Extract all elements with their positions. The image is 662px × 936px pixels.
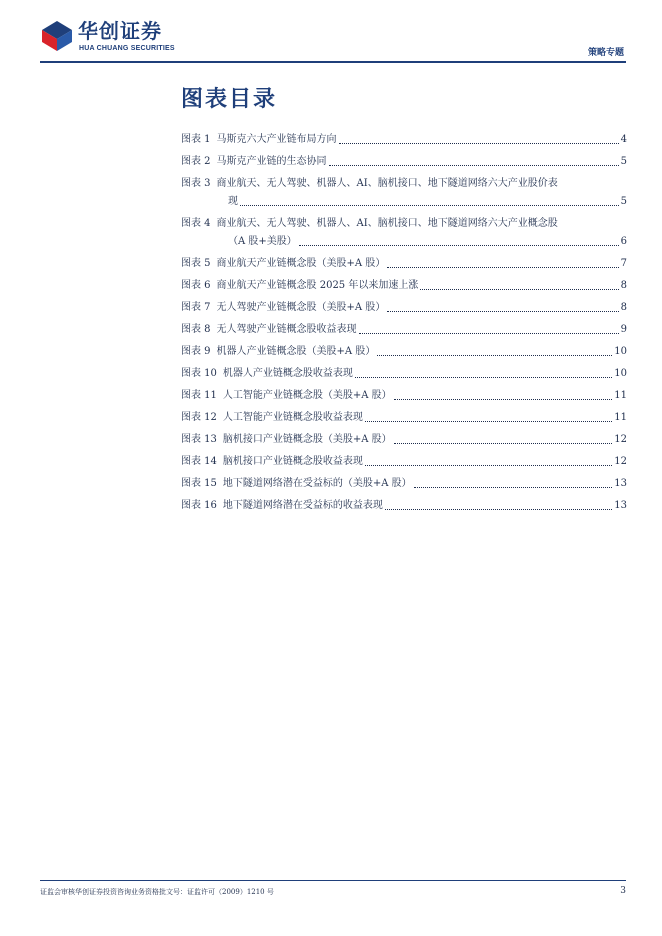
- toc-entry-label: 图表 4: [181, 218, 211, 229]
- header-divider: [40, 61, 626, 63]
- toc-entry-text: 机器人产业链概念股收益表现: [222, 368, 353, 379]
- toc-entry-line: [181, 277, 627, 295]
- toc-entry-page: 11: [614, 412, 627, 423]
- toc-entry-text-cont: 现: [228, 196, 238, 207]
- toc-entry-line: [181, 365, 627, 383]
- toc-entry-label: 图表 3: [181, 178, 211, 189]
- toc-entry[interactable]: [181, 131, 627, 149]
- toc-dot-leader: [394, 443, 613, 444]
- toc-entry-text: 马斯克产业链的生态协同: [216, 156, 327, 167]
- toc-dot-leader: [414, 487, 613, 488]
- toc-entry[interactable]: [181, 475, 627, 493]
- toc-entry-continuation: [181, 193, 627, 211]
- brand-name-cn: 华创证券: [78, 19, 162, 43]
- toc-entry-line: [181, 453, 627, 471]
- toc-entry-page: 10: [614, 346, 627, 357]
- toc-entry-text: 马斯克六大产业链布局方向: [216, 134, 337, 145]
- toc-dot-leader: [394, 399, 613, 400]
- toc-entry-label: 图表 14: [181, 456, 217, 467]
- toc-entry-line: [181, 475, 627, 493]
- toc-entry-page: 4: [620, 134, 627, 145]
- toc-entry-label: 图表 15: [181, 478, 217, 489]
- toc-entry-continuation: [181, 233, 627, 251]
- toc-entry-label: 图表 2: [181, 156, 211, 167]
- toc-dot-leader: [385, 509, 612, 510]
- toc-entry-page: 10: [614, 368, 627, 379]
- toc-dot-leader: [365, 465, 612, 466]
- toc-dot-leader: [299, 245, 619, 246]
- page-number: 3: [620, 886, 626, 896]
- toc-entry-page: 8: [620, 302, 627, 313]
- toc-entry-line: [181, 153, 627, 171]
- toc-dot-leader: [359, 333, 619, 334]
- toc-entry-label: 图表 5: [181, 258, 211, 269]
- toc-entry-label: 图表 11: [181, 390, 217, 401]
- toc-entry[interactable]: [181, 277, 627, 295]
- toc-entry-text: 机器人产业链概念股（美股+A 股）: [216, 346, 376, 357]
- toc-entry-page: 7: [620, 258, 627, 269]
- toc-entry-label: 图表 8: [181, 324, 211, 335]
- toc-entry[interactable]: [181, 299, 627, 317]
- toc-entry[interactable]: [181, 215, 627, 251]
- toc-entry[interactable]: [181, 365, 627, 383]
- toc-entry-page: 13: [614, 500, 627, 511]
- toc-dot-leader: [339, 143, 619, 144]
- toc-entry-label: 图表 16: [181, 500, 217, 511]
- toc-entry-text: 无人驾驶产业链概念股（美股+A 股）: [216, 302, 386, 313]
- toc-entry-page: 11: [614, 390, 627, 401]
- toc-entry-line: [181, 175, 627, 193]
- toc-entry[interactable]: [181, 387, 627, 405]
- footer-license: 证监会审核华创证券投资咨询业务资格批文号：证监许可（2009）1210 号: [40, 888, 274, 896]
- toc-entry-line: [181, 343, 627, 361]
- toc-entry-text: 商业航天产业链概念股（美股+A 股）: [216, 258, 386, 269]
- toc-entry[interactable]: [181, 453, 627, 471]
- toc-entry-label: 图表 7: [181, 302, 211, 313]
- toc-dot-leader: [420, 289, 618, 290]
- toc-entry-line: [181, 131, 627, 149]
- toc-dot-leader: [387, 267, 618, 268]
- toc-dot-leader: [377, 355, 612, 356]
- toc-entry-line: [181, 255, 627, 273]
- toc-entry-line: [181, 215, 627, 233]
- footer-divider: [40, 880, 626, 881]
- toc-entry[interactable]: [181, 409, 627, 427]
- toc-entry-line: [181, 431, 627, 449]
- report-type-tag: 策略专题: [587, 48, 624, 58]
- toc-entry-line: [181, 497, 627, 515]
- toc-entry-line: [181, 387, 627, 405]
- toc-entry[interactable]: [181, 431, 627, 449]
- toc-entry-page: 13: [614, 478, 627, 489]
- toc-entry[interactable]: [181, 321, 627, 339]
- toc-entry-page: 8: [620, 280, 627, 291]
- toc-entry-label: 图表 1: [181, 134, 211, 145]
- toc-entry-text-cont: （A 股+美股）: [228, 236, 297, 247]
- toc-entry[interactable]: [181, 497, 627, 515]
- toc-entry-label: 图表 10: [181, 368, 217, 379]
- toc-entry-text: 人工智能产业链概念股（美股+A 股）: [222, 390, 392, 401]
- toc-entry-text: 人工智能产业链概念股收益表现: [222, 412, 363, 423]
- toc-entry-label: 图表 12: [181, 412, 217, 423]
- toc-entry-page: 9: [620, 324, 627, 335]
- toc-entry-line: [181, 299, 627, 317]
- toc-entry-text: 地下隧道网络潜在受益标的（美股+A 股）: [222, 478, 412, 489]
- toc-entry-label: 图表 9: [181, 346, 211, 357]
- page-header: [0, 0, 662, 64]
- toc-entry[interactable]: [181, 175, 627, 211]
- toc-entry-page: 12: [614, 434, 627, 445]
- toc-entry-page: 6: [620, 236, 627, 247]
- toc-entry[interactable]: [181, 153, 627, 171]
- toc-entry[interactable]: [181, 343, 627, 361]
- toc-list: [181, 131, 627, 519]
- toc-entry-text: 脑机接口产业链概念股收益表现: [222, 456, 363, 467]
- toc-entry-text: 商业航天、无人驾驶、机器人、AI、脑机接口、地下隧道网络六大产业股价表: [216, 178, 558, 189]
- toc-dot-leader: [329, 165, 619, 166]
- toc-entry-label: 图表 6: [181, 280, 211, 291]
- toc-entry-page: 5: [620, 196, 627, 207]
- huachuang-logo-icon: [40, 18, 74, 52]
- toc-entry[interactable]: [181, 255, 627, 273]
- toc-entry-page: 5: [620, 156, 627, 167]
- toc-title: 图表目录: [181, 87, 278, 112]
- toc-entry-line: [181, 321, 627, 339]
- toc-entry-text: 商业航天、无人驾驶、机器人、AI、脑机接口、地下隧道网络六大产业概念股: [216, 218, 558, 229]
- toc-entry-text: 商业航天产业链概念股 2025 年以来加速上涨: [216, 280, 419, 291]
- brand-name-en: HUA CHUANG SECURITIES: [79, 45, 175, 52]
- toc-dot-leader: [240, 205, 619, 206]
- toc-dot-leader: [387, 311, 618, 312]
- toc-dot-leader: [355, 377, 612, 378]
- toc-entry-text: 地下隧道网络潜在受益标的收益表现: [222, 500, 383, 511]
- toc-entry-page: 12: [614, 456, 627, 467]
- toc-entry-text: 无人驾驶产业链概念股收益表现: [216, 324, 357, 335]
- toc-dot-leader: [365, 421, 612, 422]
- toc-entry-label: 图表 13: [181, 434, 217, 445]
- toc-entry-text: 脑机接口产业链概念股（美股+A 股）: [222, 434, 392, 445]
- toc-entry-line: [181, 409, 627, 427]
